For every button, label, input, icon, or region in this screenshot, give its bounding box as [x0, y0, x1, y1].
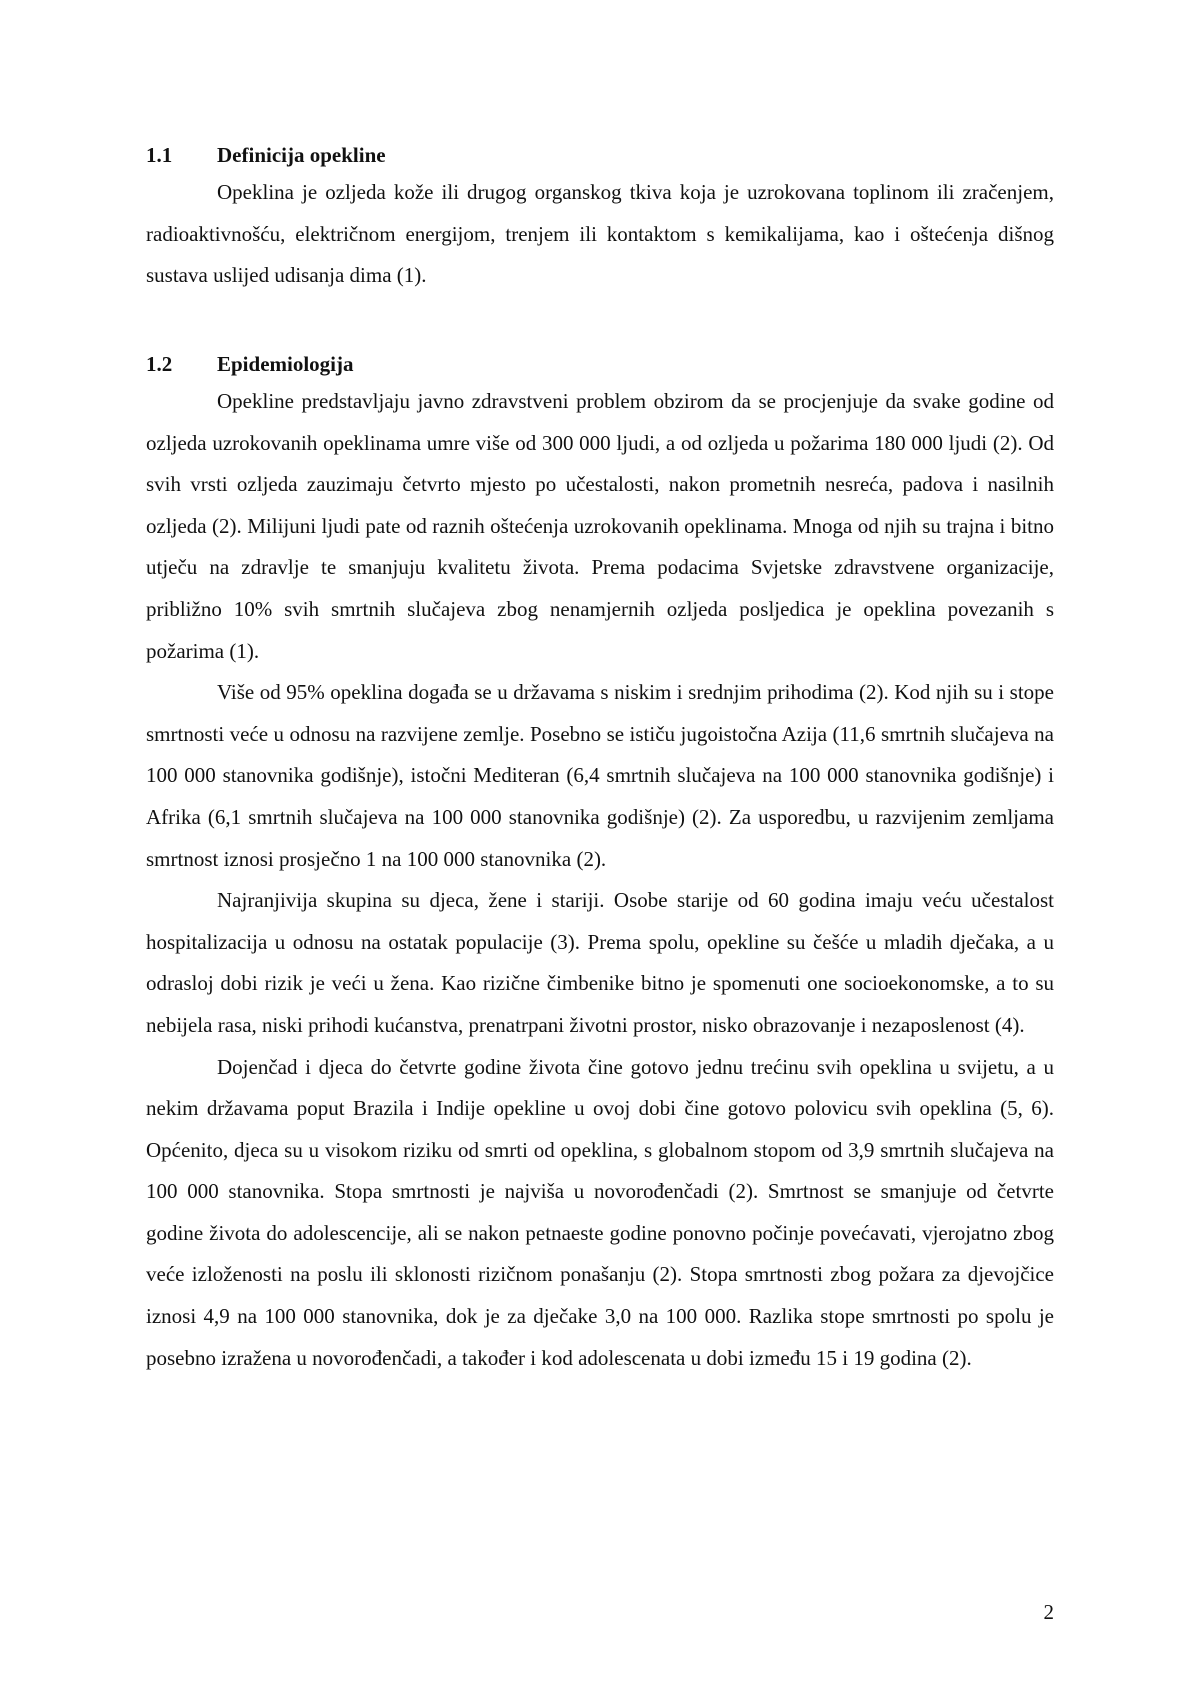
section-epidemiologija — [146, 350, 1054, 1379]
section-heading — [146, 141, 1054, 169]
paragraph: Opekline predstavljaju javno zdravstveni problem obzirom da se procjenjuje da svake godine od ozljeda uzrokovanih opeklinama umre više od 300 000 ljudi, a od ozljeda u požarima 180 000 ljudi (2). Od svih vrsti ozljeda zauzimaju četvrto mjesto po učestalosti, nakon prometnih nesreća, padova i nasilnih ozljeda (2). Milijuni ljudi pate od raznih oštećenja uzrokovanih opeklinama. Mnoga od njih su trajna i bitno utječu na zdravlje te smanjuju kvalitetu života. Prema podacima Svjetske zdravstvene organizacije, približno 10% svih smrtnih slučajeva zbog nenamjernih ozljeda posljedica je opeklina povezanih s požarima (1). — [146, 389, 1054, 663]
paragraph: Najranjivija skupina su djeca, žene i stariji. Osobe starije od 60 godina imaju veću učestalost hospitalizacija u odnosu na ostatak populacije (3). Prema spolu, opekline su češće u mladih dječaka, a u odrasloj dobi rizik je veći u žena. Kao rizične čimbenike bitno je spomenuti one socioekonomske, a to su nebijela rasa, niski prihodi kućanstva, prenatrpani životni prostor, nisko obrazovanje i nezaposlenost (4). — [146, 888, 1054, 1037]
section-definicija-opekline — [146, 141, 1054, 297]
section-heading — [146, 350, 1054, 378]
page-number: 2 — [1043, 1600, 1054, 1624]
section-number: 1.1 — [146, 143, 173, 167]
section-number: 1.2 — [146, 352, 173, 376]
document-page — [146, 0, 1054, 1683]
paragraph: Više od 95% opeklina događa se u državama s niskim i srednjim prihodima (2). Kod njih su i stope smrtnosti veće u odnosu na razvijene zemlje. Posebno se ističu jugoistočna Azija (11,6 smrtnih slučajeva na 100 000 stanovnika godišnje), istočni Mediteran (6,4 smrtnih slučajeva na 100 000 stanovnika godišnje) i Afrika (6,1 smrtnih slučajeva na 100 000 stanovnika godišnje) (2). Za usporedbu, u razvijenim zemljama smrtnost iznosi prosječno 1 na 100 000 stanovnika (2). — [146, 680, 1054, 871]
section-title: Definicija opekline — [217, 143, 386, 167]
section-title: Epidemiologija — [217, 352, 354, 376]
paragraph: Dojenčad i djeca do četvrte godine života čine gotovo jednu trećinu svih opeklina u svijetu, a u nekim državama poput Brazila i Indije opekline u ovoj dobi čine gotovo polovicu svih opeklina (5, 6). Općenito, djeca su u visokom riziku od smrti od opeklina, s globalnom stopom od 3,9 smrtnih slučajeva na 100 000 stanovnika. Stopa smrtnosti je najviša u novorođenčadi (2). Smrtnost se smanjuje od četvrte godine života do adolescencije, ali se nakon petnaeste godine ponovno počinje povećavati, vjerojatno zbog veće izloženosti na poslu ili sklonosti rizičnom ponašanju (2). Stopa smrtnosti zbog požara za djevojčice iznosi 4,9 na 100 000 stanovnika, dok je za dječake 3,0 na 100 000. Razlika stope smrtnosti po spolu je posebno izražena u novorođenčadi, a također i kod adolescenata u dobi između 15 i 19 godina (2). — [146, 1054, 1054, 1370]
paragraph: Opeklina je ozljeda kože ili drugog organskog tkiva koja je uzrokovana toplinom ili zračenjem, radioaktivnošću, električnom energijom, trenjem ili kontaktom s kemikalijama, kao i oštećenja dišnog sustava uslijed udisanja dima (1). — [146, 180, 1054, 288]
